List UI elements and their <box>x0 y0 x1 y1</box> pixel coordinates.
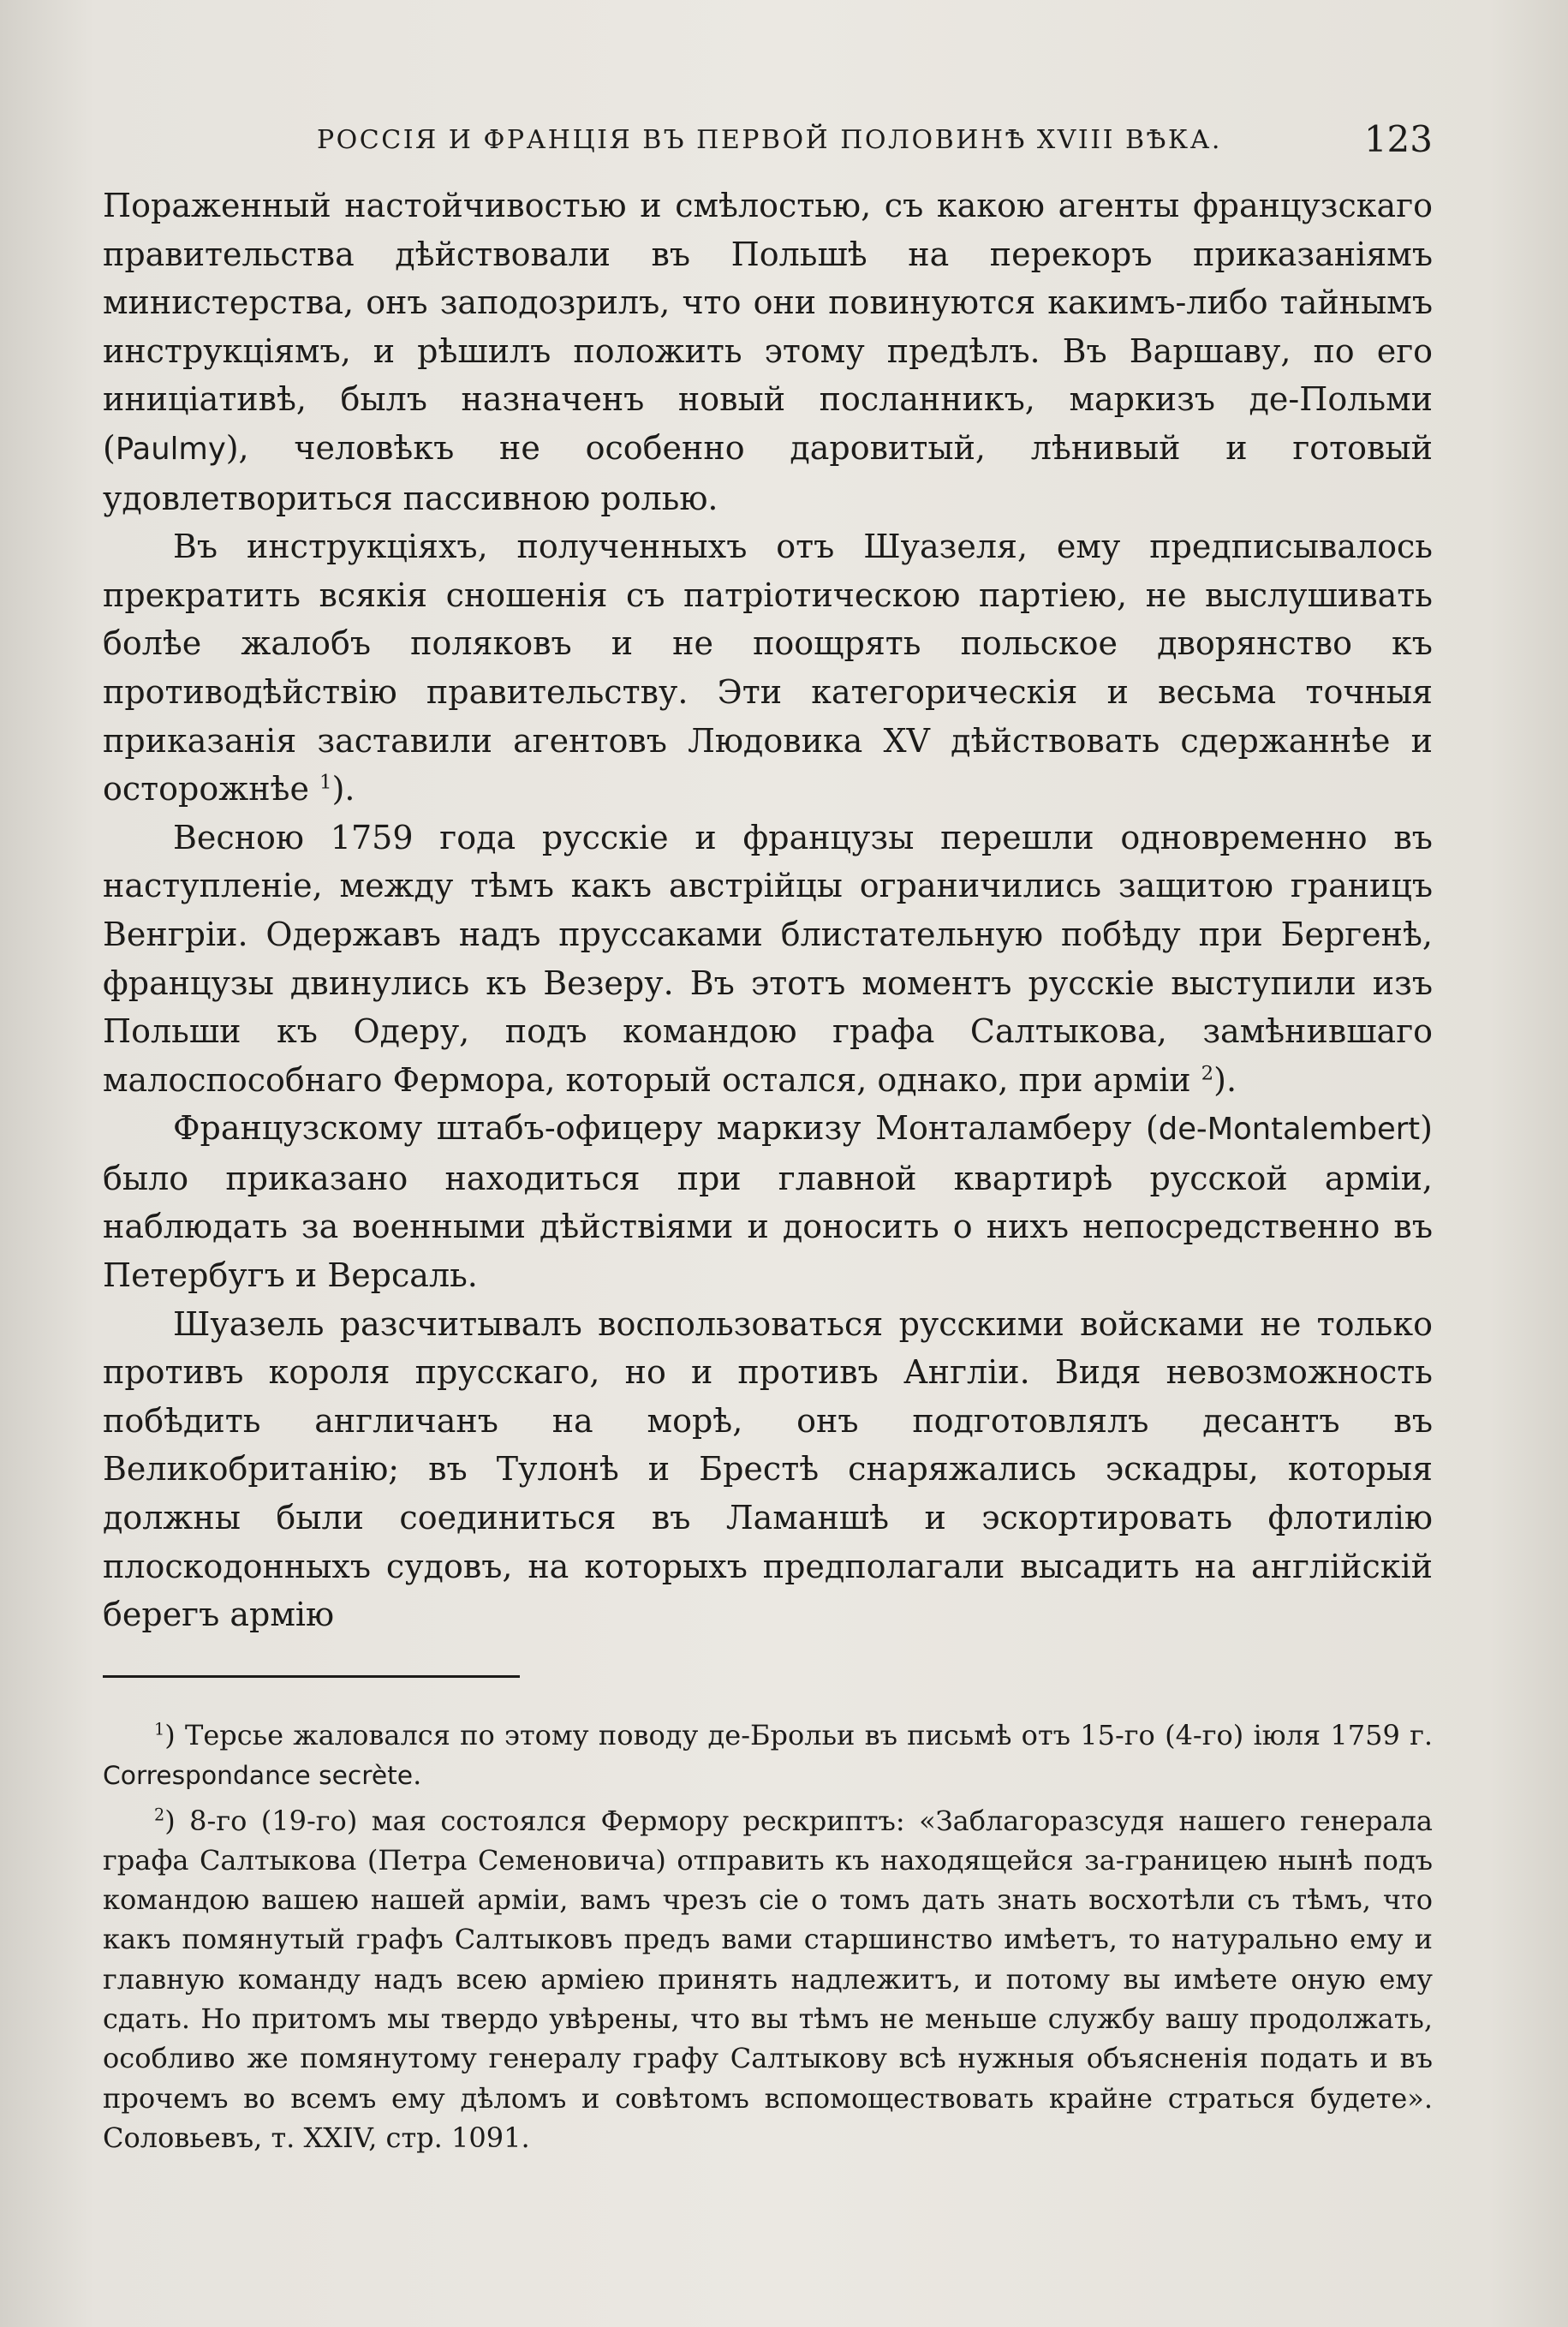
footnote-mark: 2 <box>154 1804 165 1824</box>
paragraph: Весною 1759 года русскіе и французы перешли одновременно въ наступленіе, между тѣмъ какъ австрійцы ограничились защитою границъ Венгріи. Одержавъ надъ пруссаками блистательную побѣду при Бергенѣ, французы двинулись къ Везеру. Въ этотъ моментъ русскіе выступили изъ Польши къ Одеру, подъ командою графа Салтыкова, замѣнившаго малоспособнаго Фермора, который остался, однако, при арміи $^2$). <box>103 818 1433 1099</box>
footnote: $^2$) 8-го (19-го) мая состоялся Фермору рескриптъ: «Заблагоразсудя нашего генерала графа Салтыкова (Петра Семеновича) отправить къ находящейся за-границею нынѣ подъ командою вашею нашей арміи, вамъ чрезъ сіе о томъ дать знать восхотѣли съ тѣмъ, что какъ помянутый графъ Салтыковъ предъ вами старшинство имѣетъ, то натурально ему и главную команду надъ всею арміею принять надлежитъ, и потому вы имѣете оную ему сдать. Но притомъ мы твердо увѣрены, что вы тѣмъ не меньше службу вашу продолжать, особливо же помянутому генералу графу Салтыкову всѣ нужныя объясненія подать и въ прочемъ во всемъ ему дѣломъ и совѣтомъ вспомоществовать крайне страться будете». Соловьевъ, т. XXIV, стр. 1091. <box>103 1804 1434 2154</box>
page-number: 123 <box>1363 118 1433 160</box>
main-text <box>103 182 1433 1639</box>
latin-title: Correspondance secrète <box>103 1761 414 1792</box>
paragraph: Шуазель разсчитывалъ воспользоваться русскими войсками не только противъ короля прусскаго, но и противъ Англіи. Видя невозможность побѣдить англичанъ на морѣ, онъ подготовлялъ десантъ въ Великобританію; въ Тулонѣ и Брестѣ снаряжались эскадры, которыя должны были соединиться въ Ламаншѣ и эскортировать флотилію плоскодонныхъ судовъ, на которыхъ предполагали высадить на англійскій берегъ армію <box>103 1304 1433 1634</box>
page-header <box>103 118 1433 170</box>
latin-name: de-Montalembert <box>1158 1112 1421 1148</box>
footnote-ref: 1 <box>319 771 332 794</box>
paragraph: Пораженный настойчивостью и смѣлостью, съ какою агенты французскаго правительства дѣйствовали въ Польшѣ на перекоръ приказаніямъ министерства, онъ заподозрилъ, что они повинуются какимъ-либо тайнымъ инструкціямъ, и рѣшилъ положить этому предѣлъ. Въ Варшаву, по его иниціативѣ, былъ назначенъ новый посланникъ, маркизъ де-Польми (Paulmy), человѣкъ не особенно даровитый, лѣнивый и готовый удовлетвориться пассивною ролью. <box>103 187 1433 517</box>
paragraph: Въ инструкціяхъ, полученныхъ отъ Шуазеля, ему предписывалось прекратить всякія сношенія съ патріотическою партіею, не выслушивать болѣе жалобъ поляковъ и не поощрять польское дворянство къ противодѣйствію правительству. Эти категорическія и весьма точныя приказанія заставили агентовъ Людовика XV дѣйствовать сдержаннѣе и осторожнѣе $^1$). <box>103 528 1433 808</box>
running-title: РОССІЯ И ФРАНЦІЯ ВЪ ПЕРВОЙ ПОЛОВИНѢ XVIII ВѢКА. <box>317 125 1222 155</box>
footnote-mark: 1 <box>154 1719 165 1739</box>
paragraph: Французскому штабъ-офицеру маркизу Монталамберу (de-Montalembert) было приказано находиться при главной квартирѣ русской арміи, наблюдать за военными дѣйствіями и доносить о нихъ непосредственно въ Петербугъ и Версаль. <box>103 1109 1433 1295</box>
footnote-ref: 2 <box>1201 1062 1214 1085</box>
footnotes <box>103 1715 1433 2162</box>
footnote: $^1$) Терсье жаловался по этому поводу де-Брольи въ письмѣ отъ 15-го (4-го) іюля 1759 г. Correspondance secrète. <box>103 1719 1434 1792</box>
latin-name: Paulmy <box>115 431 226 467</box>
footnote-separator <box>103 1675 520 1678</box>
